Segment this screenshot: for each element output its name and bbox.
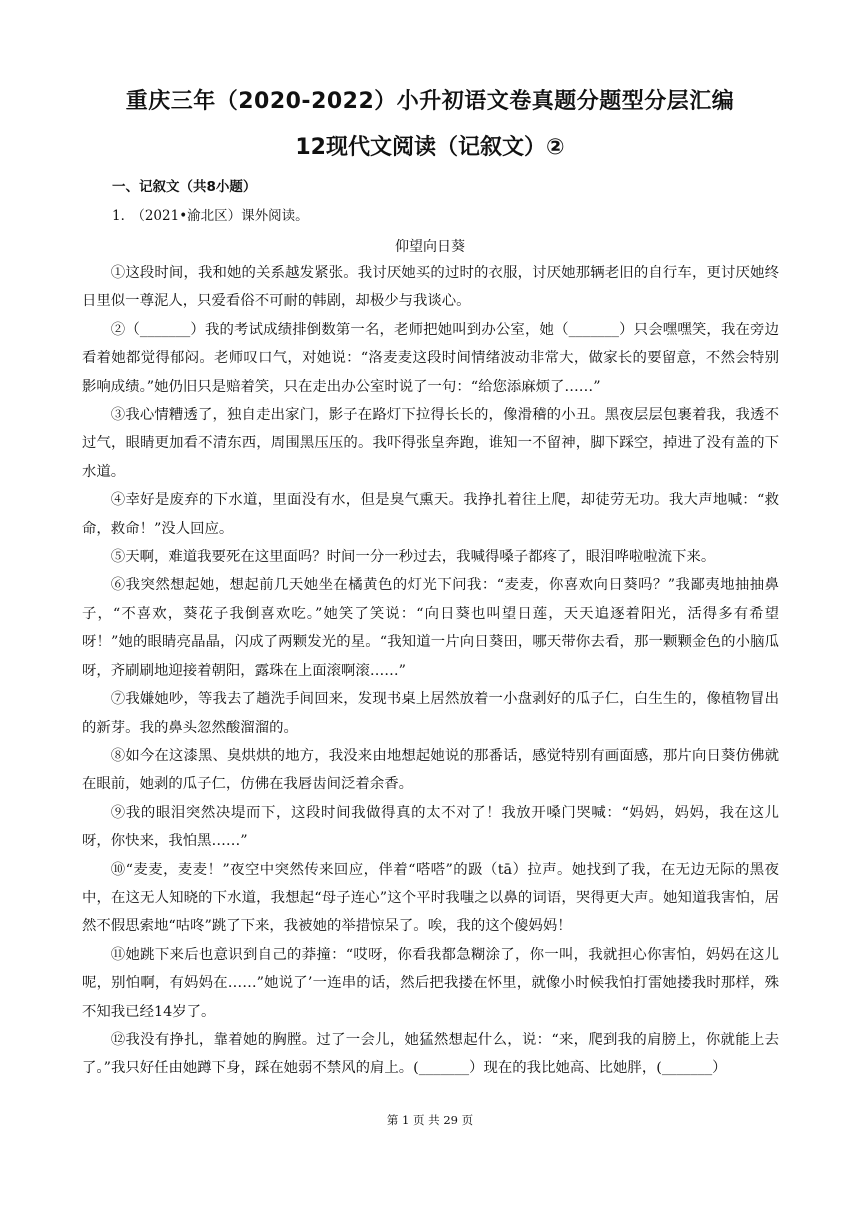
paragraph: ④幸好是废弃的下水道，里面没有水，但是臭气熏天。我挣扎着往上爬，却徒劳无功。我大声地喊：“救命，救命！”没人回应。 — [82, 492, 779, 537]
document-subtitle: 12现代文阅读（记叙文）② — [295, 135, 565, 160]
passage-title: 仰望向日葵 — [395, 239, 465, 255]
paragraph: ⑨我的眼泪突然决堤而下，这段时间我做得真的太不对了！我放开嗓门哭喊：“妈妈，妈妈，我在这儿呀，你快来，我怕黑……” — [82, 804, 779, 850]
paragraph: ③我心情糟透了，独自走出家门，影子在路灯下拉得长长的，像滑稽的小丑。黑夜层层包裹着我，我透不过气，眼睛更加看不清东西，周围黑压压的。我吓得张皇奔跑，谁知一不留神，脚下踩空，掉进了没有盖的下水道。 — [82, 407, 779, 480]
paragraph: ①这段时间，我和她的关系越发紧张。我讨厌她买的过时的衣服，讨厌她那辆老旧的自行车，更讨厌她终日里似一尊泥人，只爱看俗不可耐的韩剧，却极少与我谈心。 — [82, 265, 779, 310]
paragraph: ②（_______）我的考试成绩排倒数第一名，老师把她叫到办公室，她（_______）只会嘿嘿笑，我在旁边看着她都觉得郁闷。老师叹口气，对她说：“洛麦麦这段时间情绪波动非常大，做家长的要留意，不然会特别影响成绩。”她仍旧只是赔着笑，只在走出办公室时说了一句：“给您添麻烦了……” — [82, 321, 779, 395]
passage-body — [82, 259, 779, 1083]
paragraph: ⑩“麦麦，麦麦！”夜空中突然传来回应，伴着“嗒嗒”的趿（tā）拉声。她找到了我，在无边无际的黑夜中，在这无人知晓的下水道，我想起“母子连心”这个平时我嗤之以鼻的词语，哭得更大声。她知道我害怕，居然不假思索地“咕咚”跳了下来，我被她的举措惊呆了。唉，我的这个傻妈妈！ — [82, 861, 779, 935]
page-footer: 第 1 页 共 29 页 — [386, 1113, 474, 1127]
paragraph: ⑤天啊，难道我要死在这里面吗？时间一分一秒过去，我喊得嗓子都疼了，眼泪哗啦啦流下来。 — [110, 549, 716, 566]
paragraph: ⑧如今在这漆黑、臭烘烘的地方，我没来由地想起她说的那番话，感觉特别有画面感，那片向日葵仿佛就在眼前，她剥的瓜子仁，仿佛在我唇齿间泛着余香。 — [82, 747, 779, 793]
question-number: 1． — [112, 208, 135, 224]
question-line — [112, 204, 313, 224]
section-heading: 一、记叙文（共8小题） — [112, 179, 257, 195]
paragraph: ⑦我嫌她吵，等我去了趟洗手间回来，发现书桌上居然放着一小盘剥好的瓜子仁，白生生的，像植物冒出的新芽。我的鼻头忽然酸溜溜的。 — [82, 691, 779, 736]
paragraph: ⑪她跳下来后也意识到自己的莽撞：“哎呀，你看我都急糊涂了，你一叫，我就担心你害怕，妈妈在这儿呢，别怕啊，有妈妈在……”她说了’一连串的话，然后把我搂在怀里，就像小时候我怕打雷她搂我时那样，殊不知我已经14岁了。 — [82, 946, 779, 1020]
question-text: （2021•渝北区）课外阅读。 — [138, 208, 309, 224]
paragraph: ⑥我突然想起她，想起前几天她坐在橘黄色的灯光下问我：“麦麦，你喜欢向日葵吗？”我鄙夷地抽抽鼻子，“不喜欢，葵花子我倒喜欢吃。”她笑了笑说：“向日葵也叫望日莲，天天追逐着阳光，活得多有希望呀！”她的眼睛亮晶晶，闪成了两颗发光的星。“我知道一片向日葵田，哪天带你去看，那一颗颗金色的小脑瓜呀，齐刷刷地迎接着朝阳，露珠在上面滚啊滚……” — [82, 577, 779, 679]
paragraph: ⑫我没有挣扎，靠着她的胸膛。过了一会儿，她猛然想起什么，说：“来，爬到我的肩膀上，你就能上去了。”我只好任由她蹲下身，踩在她弱不禁风的肩上。(_______）现在的我比她高、比她胖，(_______） — [82, 1031, 779, 1077]
document-title: 重庆三年（2020-2022）小升初语文卷真题分题型分层汇编 — [125, 89, 735, 114]
